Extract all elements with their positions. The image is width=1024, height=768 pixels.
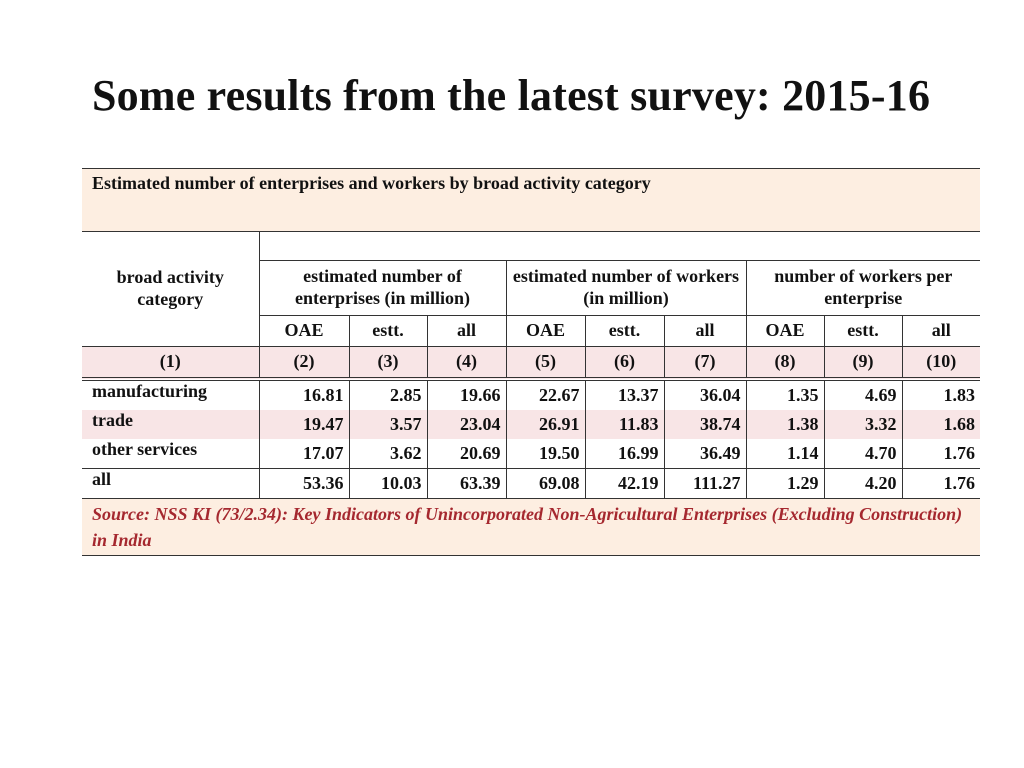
table-caption: Estimated number of enterprises and workers by broad activity category: [82, 169, 980, 232]
table-cell: 38.74: [664, 410, 746, 439]
table-cell: 22.67: [506, 379, 585, 410]
table-cell: 16.81: [259, 379, 349, 410]
table-cell: 23.04: [427, 410, 506, 439]
sub-header: estt.: [824, 316, 902, 347]
slide-title: Some results from the latest survey: 2015-16: [92, 71, 931, 120]
group-header-workers: estimated number of workers (in million): [506, 261, 746, 316]
table-cell: 1.76: [902, 439, 980, 469]
table-cell: 2.85: [349, 379, 427, 410]
table-cell: 3.57: [349, 410, 427, 439]
table-cell: 1.76: [902, 469, 980, 499]
column-number: (9): [824, 347, 902, 380]
sub-header: OAE: [746, 316, 824, 347]
table-cell: 1.68: [902, 410, 980, 439]
sub-header: estt.: [349, 316, 427, 347]
table-cell: 36.49: [664, 439, 746, 469]
source-note: Source: NSS KI (73/2.34): Key Indicators of Unincorporated Non-Agricultural Enterprises (Excluding Construction) in India: [82, 499, 980, 556]
sub-header: all: [664, 316, 746, 347]
table-cell: 3.62: [349, 439, 427, 469]
row-label: trade: [82, 410, 259, 439]
column-number: (5): [506, 347, 585, 380]
table-cell: 4.20: [824, 469, 902, 499]
table-cell: 19.50: [506, 439, 585, 469]
column-number: (3): [349, 347, 427, 380]
header-spacer-row: [82, 232, 980, 261]
column-number: (4): [427, 347, 506, 380]
header-spacer: [259, 232, 980, 261]
table-cell: 4.69: [824, 379, 902, 410]
table-cell: 10.03: [349, 469, 427, 499]
table-row-manufacturing: [82, 379, 980, 410]
group-header-workers-per-enterprise: number of workers per enterprise: [746, 261, 980, 316]
column-number: (7): [664, 347, 746, 380]
table-cell: 53.36: [259, 469, 349, 499]
column-number-row: [82, 347, 980, 380]
table-cell: 3.32: [824, 410, 902, 439]
sub-header: OAE: [259, 316, 349, 347]
table-row-all: [82, 469, 980, 499]
sub-header: all: [902, 316, 980, 347]
table-cell: 111.27: [664, 469, 746, 499]
table-cell: 19.66: [427, 379, 506, 410]
row-label: other services: [92, 439, 198, 459]
caption-row: [82, 169, 980, 232]
sub-header: estt.: [585, 316, 664, 347]
table-cell: 63.39: [427, 469, 506, 499]
stub-header: broad activity category: [82, 232, 259, 347]
table-cell: 4.70: [824, 439, 902, 469]
table-cell: 1.14: [746, 439, 824, 469]
table-cell: 42.19: [585, 469, 664, 499]
table-cell: 36.04: [664, 379, 746, 410]
sub-header: OAE: [506, 316, 585, 347]
source-row: [82, 499, 980, 556]
row-label: all: [82, 469, 259, 499]
sub-header: all: [427, 316, 506, 347]
table-cell: 1.35: [746, 379, 824, 410]
group-header-enterprises: estimated number of enterprises (in million): [259, 261, 506, 316]
table-cell: 26.91: [506, 410, 585, 439]
table-cell: 69.08: [506, 469, 585, 499]
row-label: manufacturing: [82, 379, 259, 410]
survey-results-table: [82, 168, 980, 556]
column-number: (10): [902, 347, 980, 380]
table-cell: 1.38: [746, 410, 824, 439]
table-row-other-services: [82, 439, 980, 469]
table-cell: 19.47: [259, 410, 349, 439]
table-cell: 11.83: [585, 410, 664, 439]
column-number: (2): [259, 347, 349, 380]
table-cell: 20.69: [427, 439, 506, 469]
table-cell: 16.99: [585, 439, 664, 469]
table-cell: 1.83: [902, 379, 980, 410]
table-cell: 17.07: [259, 439, 349, 469]
table-row-trade: [82, 410, 980, 439]
column-number: (8): [746, 347, 824, 380]
table-cell: 1.29: [746, 469, 824, 499]
column-number: (6): [585, 347, 664, 380]
table-cell: 13.37: [585, 379, 664, 410]
column-number: (1): [82, 347, 259, 380]
